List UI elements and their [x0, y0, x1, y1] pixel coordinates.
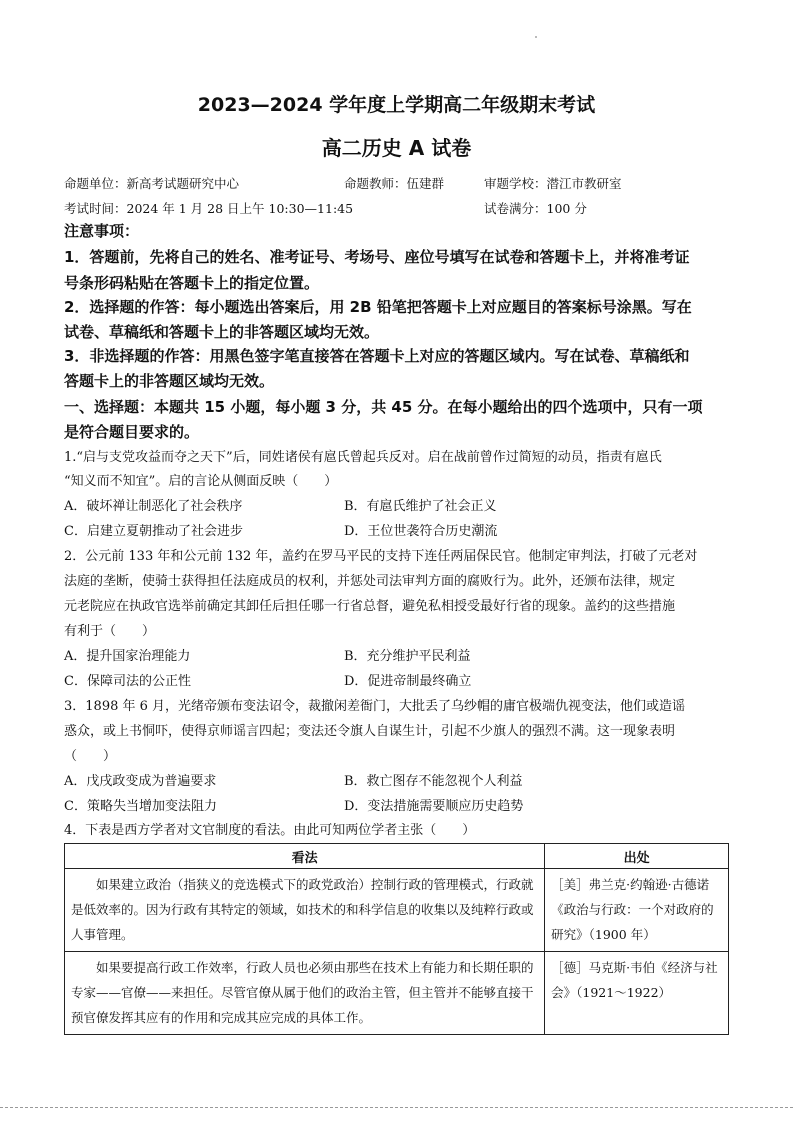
meta-school: 审题学校：潜江市教研室 [484, 176, 622, 191]
meta-unit: 命题单位：新高考试题研究中心 [64, 176, 240, 191]
section-heading: 一、选择题：本题共 15 小题，每小题 3 分，共 45 分。在每小题给出的四个选项中，只有一项 [64, 398, 703, 416]
section-heading: 是符合题目要求的。 [64, 423, 200, 441]
question-1-stem: 1.“启与支党攻益而夺之天下”后，同姓诸侯有扈氏曾起兵反对。启在战前曾作过简短的动员，指责有扈氏 [64, 450, 662, 465]
table-cell-source: ［德］马克斯·韦伯《经济与社会》（1921～1922） [545, 952, 729, 1035]
question-2-stem: 2．公元前 133 年和公元前 132 年，盖约在罗马平民的支持下连任两届保民官。他制定审判法，打破了元老对 [64, 549, 698, 564]
question-2-option-c: C．保障司法的公正性 [64, 674, 191, 689]
question-1-option-a: A．破坏禅让制恶化了社会秩序 [64, 499, 243, 514]
question-1-option-d: D．王位世袭符合历史潮流 [344, 524, 498, 539]
question-2-option-a: A．提升国家治理能力 [64, 649, 191, 664]
question-2-option-b: B．充分维护平民利益 [344, 649, 471, 664]
table-header-row [65, 844, 729, 869]
question-3-stem: （ ） [64, 749, 117, 764]
question-2-stem: 法庭的垄断，使骑士获得担任法庭成员的权利，并惩处司法审判方面的腐败行为。此外，还颁布法律，规定 [64, 574, 676, 589]
page-footer-divider [0, 1107, 793, 1108]
question-2-stem: 元老院应在执政官选举前确定其卸任后担任哪一行省总督，避免私相授受最好行省的现象。盖约的这些措施 [64, 599, 676, 614]
exam-subtitle: 高二历史 A 试卷 [321, 136, 472, 160]
table-cell-source: ［美］弗兰克·约翰逊·古德诺《政治与行政：一个对政府的研究》（1900 年） [545, 869, 729, 952]
notice-line: 2．选择题的作答：每小题选出答案后，用 2B 铅笔把答题卡上对应题目的答案标号涂黑。写在 [64, 298, 692, 316]
table-row [65, 869, 729, 952]
question-3-stem: 3．1898 年 6 月，光绪帝颁布变法诏令，裁撤闲差衙门，大批丢了乌纱帽的庸官极端仇视变法，他们或造谣 [64, 699, 686, 714]
notice-line: 1．答题前，先将自己的姓名、准考证号、考场号、座位号填写在试卷和答题卡上，并将准考证 [64, 248, 690, 266]
question-1-stem: “知义而不知宜”。启的言论从侧面反映（ ） [64, 474, 338, 489]
table-header-view: 看法 [65, 844, 545, 869]
question-1-option-b: B．有扈氏维护了社会正义 [344, 499, 497, 514]
table-row [65, 952, 729, 1035]
meta-teacher: 命题教师：伍建群 [344, 176, 445, 191]
exam-title: 2023—2024 学年度上学期高二年级期末考试 [197, 94, 596, 116]
notice-line: 答题卡上的非答题区域均无效。 [64, 372, 275, 390]
table-cell-view: 如果建立政治（指狭义的竞选模式下的政党政治）控制行政的管理模式，行政就是低效率的。因为行政有其特定的领域，如技术的和科学信息的收集以及纯粹行政或人事管理。 [65, 869, 545, 952]
question-3-option-b: B．救亡图存不能忽视个人利益 [344, 774, 523, 789]
scholar-views-table [64, 843, 729, 1035]
notice-line: 号条形码粘贴在答题卡上的指定位置。 [64, 274, 320, 292]
scan-speck [535, 36, 537, 38]
question-2-stem: 有利于（ ） [64, 624, 156, 639]
meta-score: 试卷满分：100 分 [484, 201, 587, 216]
table-cell-view: 如果要提高行政工作效率，行政人员也必须由那些在技术上有能力和长期任职的专家——官僚——来担任。尽管官僚从属于他们的政治主管，但主管并不能够直接干预官僚发挥其应有的作用和完成其应完成的具体工作。 [65, 952, 545, 1035]
notice-line: 3．非选择题的作答：用黑色签字笔直接答在答题卡上对应的答题区域内。写在试卷、草稿纸和 [64, 347, 690, 365]
notice-heading: 注意事项： [64, 222, 140, 240]
question-2-option-d: D．促进帝制最终确立 [344, 674, 472, 689]
question-3-option-c: C．策略失当增加变法阻力 [64, 799, 217, 814]
notice-line: 试卷、草稿纸和答题卡上的非答题区域均无效。 [64, 323, 380, 341]
question-4-stem: 4．下表是西方学者对文官制度的看法。由此可知两位学者主张（ ） [64, 823, 476, 838]
question-3-option-a: A．戊戌政变成为普遍要求 [64, 774, 217, 789]
table-header-source: 出处 [545, 844, 729, 869]
question-3-stem: 惑众，或上书恫吓，使得京师谣言四起；变法还令旗人自谋生计，引起不少旗人的强烈不满。这一现象表明 [64, 724, 676, 739]
meta-time: 考试时间：2024 年 1 月 28 日上午 10:30—11:45 [64, 201, 354, 216]
question-1-option-c: C．启建立夏朝推动了社会进步 [64, 524, 243, 539]
question-3-option-d: D．变法措施需要顺应历史趋势 [344, 799, 524, 814]
